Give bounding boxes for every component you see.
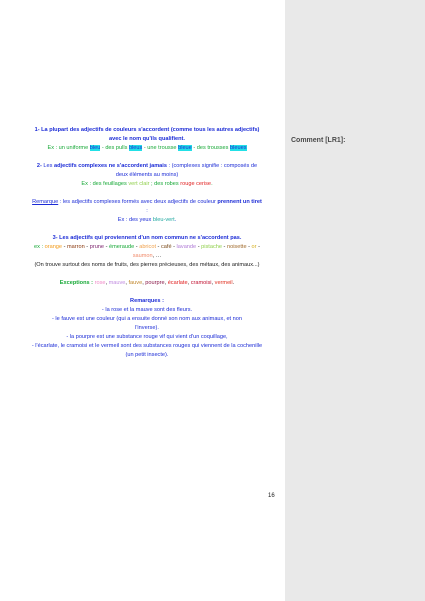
color-cafe: café — [160, 244, 172, 250]
remarques-line-1: - la rose et la mauve sont des fleurs. — [101, 307, 193, 313]
exceptions-line — [14, 279, 280, 288]
separator: , — [105, 280, 109, 286]
rule2-number: 2- — [36, 163, 42, 169]
rule2-ex-e: . — [211, 181, 213, 187]
exception-mauve: mauve — [108, 280, 126, 286]
rule2-line2: deux éléments au moins) — [115, 172, 179, 178]
separator: - — [196, 244, 202, 250]
rule3-saumon-tail: , … — [152, 253, 162, 259]
rule1-text3: - des trousses — [191, 145, 231, 151]
exception-fauve: fauve — [128, 280, 143, 286]
separator: , — [187, 280, 191, 286]
separator: - — [156, 244, 161, 250]
separator: - — [134, 244, 140, 250]
comment-sidebar — [285, 0, 425, 601]
highlight-bleus: bleus — [128, 145, 143, 151]
rule2-ex-rouge-cerise: rouge cerise — [180, 181, 212, 187]
rule3-note: (On trouve surtout des noms de fruits, des pierres précieuses, des métaux, des animaux...) — [34, 262, 260, 268]
separator: - — [256, 244, 260, 250]
rule2-ex-c: ; des robes — [149, 181, 181, 187]
separator: , — [164, 280, 168, 286]
rule1-heading-line1: 1- La plupart des adjectifs de couleurs s'accordent (comme tous les autres adjectifs) — [34, 127, 260, 133]
color-marron: marron — [67, 244, 85, 250]
exception-pourpre: pourpre — [145, 280, 165, 286]
color-emeraude: émeraude — [109, 244, 135, 250]
comment-title[interactable]: Comment [LR1]: — [291, 137, 346, 144]
rule2-example — [14, 180, 280, 189]
rule2-text-a: Les — [41, 163, 54, 169]
color-prune: prune — [89, 244, 105, 250]
separator: - — [171, 244, 177, 250]
rule1-heading-line2: avec le nom qu'ils qualifient. — [109, 136, 185, 142]
remarque-ex-a: Ex : des yeux — [117, 217, 153, 223]
remarques-line-6: (un petit insecte). — [125, 352, 169, 358]
color-noisette: noisette — [226, 244, 247, 250]
rule3-heading: 3- Les adjectifs qui proviennent d'un nom commun ne s'accordent pas. — [52, 235, 242, 241]
separator: - — [84, 244, 90, 250]
color-abricot: abricot — [139, 244, 156, 250]
separator: , — [142, 280, 146, 286]
remarques-line-2: - le fauve est une couleur (qui a ensuite donné son nom aux animaux, et non — [52, 316, 242, 322]
page-number: 16 — [268, 493, 275, 499]
separator: - — [104, 244, 110, 250]
color-pistache: pistache — [201, 244, 222, 250]
separator: , — [211, 280, 215, 286]
remarque-text-b: prennent un tiret — [217, 199, 262, 205]
highlight-bleu: bleu — [89, 145, 101, 151]
separator: - — [62, 244, 68, 250]
rule2-ex-vert-clair: vert clair — [128, 181, 150, 187]
rule1-text1: - des pulls — [100, 145, 129, 151]
remarque-colon: : — [146, 208, 148, 214]
remarques-line-5: - l'écarlate, le cramoisi et le vermeil sont des substances rouges qui viennent de la cochenille — [31, 343, 263, 349]
rule2-ex-a: Ex : des feuillages — [81, 181, 129, 187]
remarque-label: Remarque — [32, 199, 59, 205]
remarque-ex-bleu-vert: bleu-vert — [152, 217, 175, 223]
rule3-example — [14, 243, 280, 252]
remarque-example — [14, 216, 280, 225]
remarque-ex-c: . — [174, 217, 177, 223]
color-or: or — [251, 244, 257, 250]
exception-rose: rose — [94, 280, 106, 286]
rule3-ex-prefix: ex : — [34, 244, 45, 250]
rule2-heading — [14, 162, 280, 171]
exception-ecarlate: écarlate — [167, 280, 188, 286]
separator: - — [221, 244, 227, 250]
color-saumon: saumon — [132, 253, 153, 259]
color-orange: orange — [44, 244, 63, 250]
rule2-text-b: adjectifs complexes ne s'accordent jamais — [54, 163, 167, 169]
color-lavande: lavande — [176, 244, 197, 250]
remarque-text-a: : les adjectifs complexes formés avec deux adjectifs de couleur — [58, 199, 218, 205]
document-body — [14, 126, 280, 360]
remarques-title: Remarques : — [130, 298, 164, 304]
exceptions-label: Exceptions : — [59, 280, 94, 286]
remarques-line-3: l'inverse). — [135, 325, 159, 331]
rule1-example-prefix: Ex : un uniforme — [47, 145, 90, 151]
exception-vermeil: vermeil — [214, 280, 233, 286]
separator: - — [246, 244, 252, 250]
separator: . — [232, 280, 235, 286]
separator: , — [125, 280, 129, 286]
highlight-bleues: bleues — [230, 145, 247, 151]
rule1-text2: - une trousse — [142, 145, 179, 151]
exception-cramoisi: cramoisi — [190, 280, 212, 286]
remarque-line — [14, 198, 280, 207]
rule2-text-c: : (complexes signifie : composés de — [166, 163, 258, 169]
highlight-bleue: bleue — [178, 145, 192, 151]
remarques-line-4: - la pourpre est une substance rouge vif qui vient d'un coquillage, — [66, 334, 228, 340]
rule1-example — [14, 144, 280, 153]
rule3-example-line2 — [14, 252, 280, 261]
